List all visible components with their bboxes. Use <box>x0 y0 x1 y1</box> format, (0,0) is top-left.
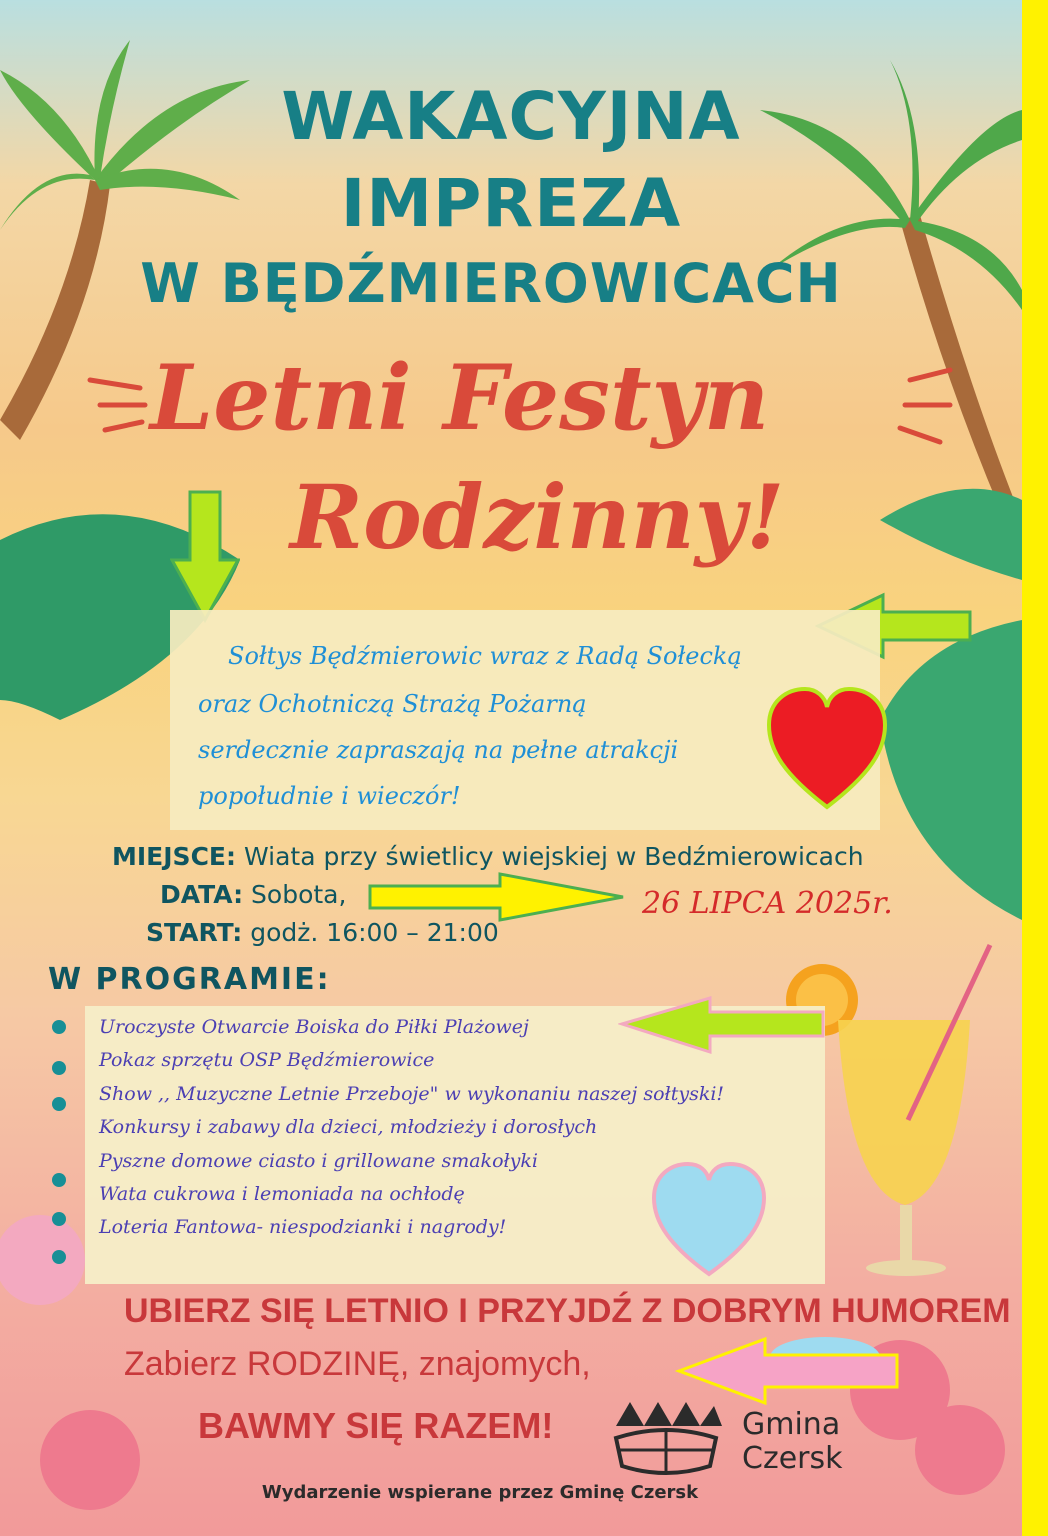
gmina-logo-text <box>742 1408 843 1476</box>
date-label: DATA: <box>160 880 244 909</box>
program-item: Wata cukrowa i lemoniada na ochłodę <box>99 1183 465 1205</box>
program-heading: W PROGRAMIE: <box>48 962 331 997</box>
invite-line-2: oraz Ochotniczą Strażą Pożarną <box>198 690 587 718</box>
title-line-1: WAKACYJNA <box>281 78 741 155</box>
lemonade-glass-decor <box>838 1020 970 1205</box>
arrow-left-icon <box>675 1333 905 1408</box>
footer-line-2: Zabierz RODZINĘ, znajomych, <box>124 1345 591 1383</box>
right-yellow-border <box>1022 0 1048 1536</box>
invite-line-4: popołudnie i wieczór! <box>198 782 461 810</box>
bullet-icon <box>52 1250 66 1264</box>
script-title-1: Letni Festyn <box>150 345 770 451</box>
title-line-3: W BĘDŹMIEROWICACH <box>140 252 842 315</box>
start-value: godż. 16:00 – 21:00 <box>250 918 499 947</box>
gmina-czersk-logo <box>610 1400 722 1480</box>
arrow-down-icon <box>170 490 240 625</box>
place-label: MIEJSCE: <box>112 842 236 871</box>
blue-heart-icon <box>650 1160 768 1280</box>
place-value: Wiata przy świetlicy wiejskiej w Bedźmierowicach <box>243 842 864 871</box>
support-note: Wydarzenie wspierane przez Gminę Czersk <box>261 1482 699 1503</box>
title-line-2: IMPREZA <box>340 165 682 242</box>
program-item: Uroczyste Otwarcie Boiska do Piłki Plażowej <box>99 1016 529 1038</box>
invite-line-1: Sołtys Będźmierowic wraz z Radą Sołecką <box>228 642 742 670</box>
program-item: Konkursy i zabawy dla dzieci, młodzieży i dorosłych <box>99 1116 598 1138</box>
gmina-logo-line-1: Gmina <box>742 1407 841 1442</box>
date-highlight: 26 LIPCA 2025r. <box>642 886 893 921</box>
red-heart-icon <box>765 685 890 813</box>
place-row <box>112 842 864 871</box>
right-big-leaf <box>880 620 1022 920</box>
bullet-icon <box>52 1020 66 1034</box>
bullet-icon <box>52 1173 66 1187</box>
footer-line-1: UBIERZ SIĘ LETNIO I PRZYJDŹ Z DOBRYM HUMOREM <box>124 1292 1011 1330</box>
script-title-2: Rodzinny! <box>290 465 785 569</box>
bullet-icon <box>52 1061 66 1075</box>
start-row <box>146 918 499 947</box>
date-row <box>160 880 346 909</box>
invite-line-3: serdecznie zapraszają na pełne atrakcji <box>198 736 679 764</box>
arrow-right-icon <box>368 872 628 922</box>
arrow-left-icon <box>618 994 828 1056</box>
program-item: Pokaz sprzętu OSP Będźmierowice <box>99 1049 435 1071</box>
bullet-icon <box>52 1097 66 1111</box>
date-value: Sobota, <box>251 880 347 909</box>
start-label: START: <box>146 918 243 947</box>
program-item: Loteria Fantowa- niespodzianki i nagrody! <box>99 1216 507 1238</box>
bullet-icon <box>52 1212 66 1226</box>
program-item: Pyszne domowe ciasto i grillowane smakołyki <box>99 1150 538 1172</box>
gmina-logo-line-2: Czersk <box>742 1441 843 1476</box>
footer-line-3: BAWMY SIĘ RAZEM! <box>198 1405 554 1446</box>
program-item: Show ,, Muzyczne Letnie Przeboje" w wykonaniu naszej sołtyski! <box>99 1083 725 1105</box>
